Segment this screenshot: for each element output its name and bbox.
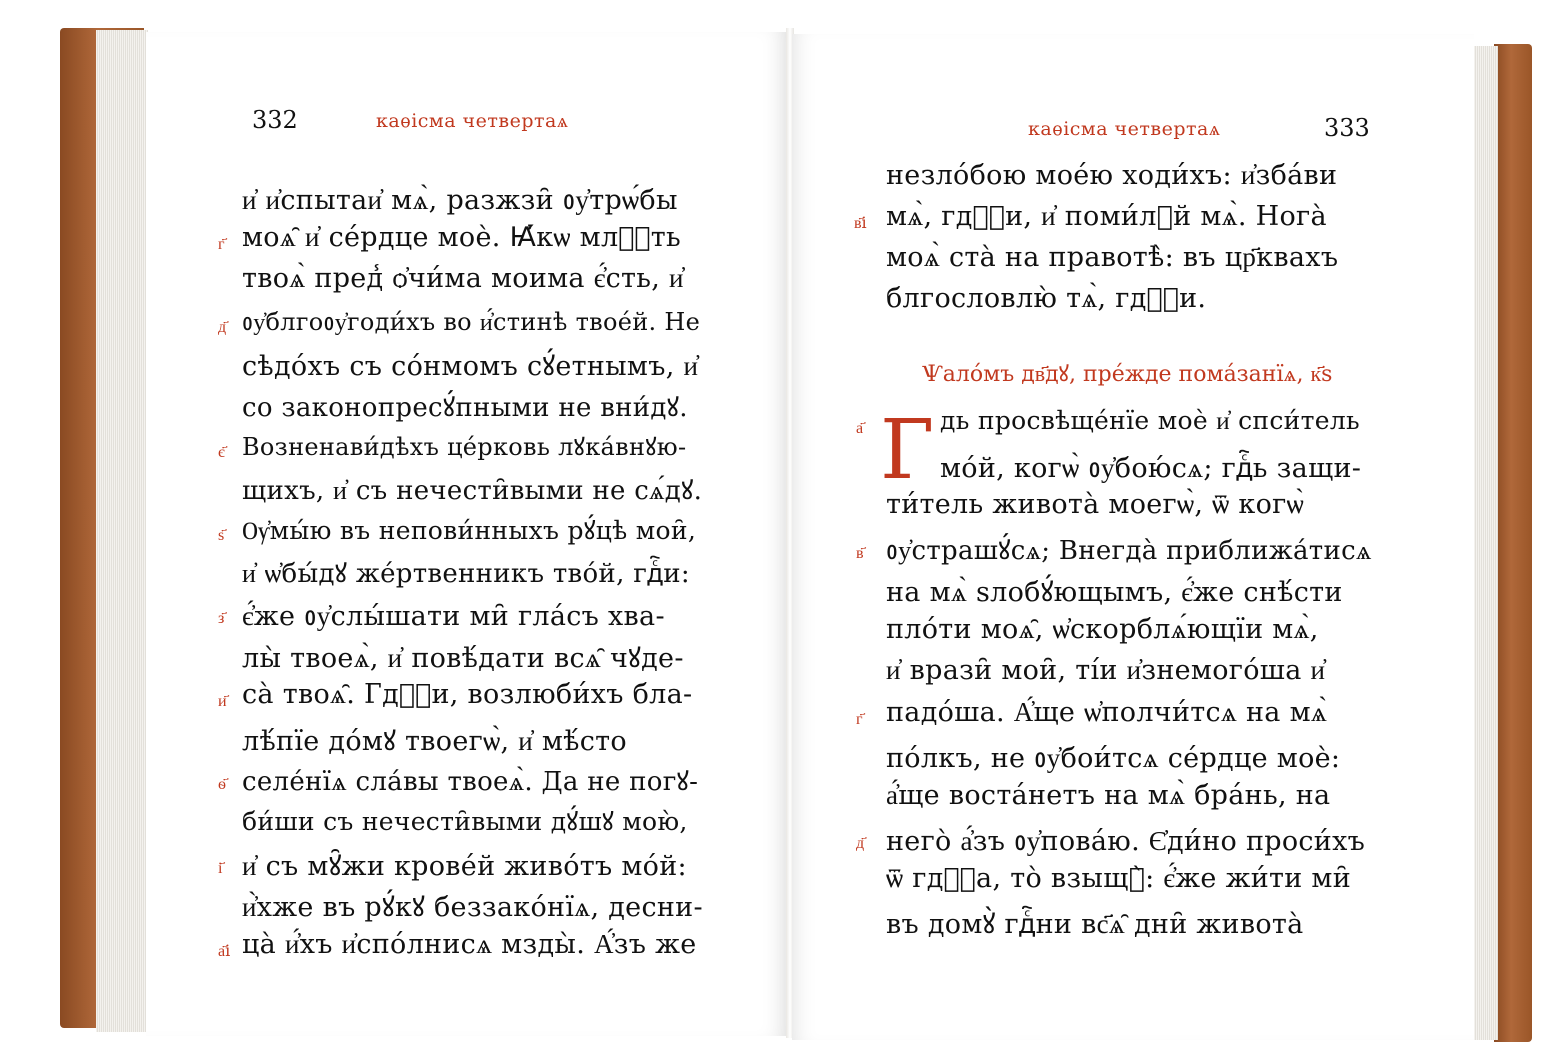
verse-number: в҃ — [856, 542, 864, 562]
text-line: лѣ́пїе до́мꙋ твоегѡ̀, и҆ мѣ́сто — [242, 725, 627, 757]
text-line: блгословлю̀ тѧ̀, гдⷭ҇и. — [886, 283, 1207, 314]
verse-number: а҃і — [218, 940, 231, 960]
verse-number: в҃і — [854, 213, 867, 232]
verse-number: і҃ — [218, 857, 223, 877]
text-line: и҆ ѡ҆бы́дꙋ же́ртвенникъ тво́й, гдⷭ҇и: — [242, 559, 690, 590]
verse-number: д҃ — [218, 316, 227, 336]
text-line: а҆́ще воста́нетъ на мѧ̀ бра́нь, на — [886, 779, 1331, 811]
text-line: ти́тель живота̀ моегѡ̀, ѿ когѡ̀ — [886, 489, 1304, 520]
page-block-left — [96, 30, 148, 1032]
verse-number: ѕ҃ — [218, 524, 225, 544]
verse-number: з҃ — [218, 608, 225, 627]
text-line: Возненави́дѣхъ це́рковь лꙋка́внꙋю- — [242, 432, 687, 461]
page-number: 332 — [252, 106, 298, 134]
book-cover-right — [1494, 44, 1532, 1042]
text-line: и҆̀хже въ рꙋ́кꙋ беззако́нїѧ, десни- — [242, 892, 703, 924]
text-line: пло́ти моѧ̑, ѡ҆скорблѧ́ющїи мѧ̀, — [886, 613, 1319, 645]
verse-number: а҃ — [856, 418, 864, 437]
text-line: незло́бою мое́ю ходи́хъ: и҆зба́ви — [886, 160, 1338, 191]
text-line: Ѹ҆мы́ю въ непови́нныхъ рꙋ́цѣ мои̑, — [242, 515, 697, 545]
text-line: лы̀ твоеѧ̀, и҆ повѣ́дати всѧ̑ чꙋде- — [242, 642, 684, 674]
running-title: каѳісма четвертаѧ — [376, 110, 569, 132]
text-line: щихъ, и҆ съ нечести̑выми не сѧ́дꙋ. — [242, 476, 703, 507]
verse-number: и҃ — [218, 691, 227, 711]
text-line: и҆ врази̑ мои̑, ті́и и҆знемого́ша и҆ — [886, 655, 1326, 686]
text-line: ᲂу҆блгоᲂу҆годи́хъ во и҆́стинѣ твое́й. Не — [242, 307, 701, 336]
verse-number: є҃ — [218, 441, 225, 461]
text-line: дь просвѣще́нїе моѐ и҆ спси́тель — [940, 406, 1360, 435]
text-line: и҆ съ мꙋ̑жи крове́й живо́тъ мо́й: — [242, 850, 687, 882]
text-line: би́ши съ нечести̑выми дꙋ́шꙋ мою̀, — [242, 807, 688, 836]
text-line: и҆ и҆спытаи҆ мѧ̀, разжзи̑ ᲂу҆трѡ́бы — [242, 185, 678, 216]
drop-cap: Г — [880, 403, 935, 498]
verse-number: г҃ — [218, 233, 225, 253]
text-line: въ домꙋ̀ гдⷭ҇ни вс҃ѧ̑ дни̑ живота̀ — [886, 909, 1304, 940]
psalm-title: Ѱало́мъ дв҃дꙋ, пре́жде пома́занїѧ, к҃ѕ — [922, 362, 1333, 387]
text-line: моѧ̑ и҆ се́рдце моѐ. Ꙗ҆́кѡ млⷭ҇ть — [242, 221, 682, 253]
verse-number: ѳ҃ — [218, 774, 226, 794]
text-line: по́лкъ, не ᲂу҆бои́тсѧ се́рдце моѐ: — [886, 743, 1341, 774]
text-line: селе́нїѧ сла́вы твоеѧ̀. Да не погꙋ- — [242, 767, 699, 798]
text-line: мѧ̀, гдⷭ҇и, и҆ поми́лꙋй мѧ̀. Нога̀ — [886, 201, 1327, 232]
text-line: со законопресꙋ́пными не вни́дꙋ. — [242, 393, 688, 423]
running-title: каѳісма четвертаѧ — [1028, 118, 1221, 140]
text-line: моѧ̀ ста̀ на правотѣ̀: въ цр҃квахъ — [886, 242, 1339, 273]
text-line: падо́ша. А҆́ще ѡ҆полчи́тсѧ на мѧ̀ — [886, 696, 1328, 728]
left-page — [146, 32, 786, 1036]
text-line: мо́й, когѡ̀ ᲂу҆бою́сѧ; гдⷭ҇ь защи- — [940, 452, 1362, 484]
verse-number: д҃ — [856, 833, 865, 852]
verse-number: г҃ — [856, 708, 863, 728]
text-line: ᲂу҆страшꙋ́сѧ; Внегда̀ приближа́тисѧ — [886, 535, 1372, 566]
text-line: ца̀ и҆́хъ и҆спо́лнисѧ мзды̀. А҆́зъ же — [242, 928, 697, 960]
text-line: є҆́же ᲂу҆слы́шати ми̑ гла́съ хва- — [242, 601, 665, 632]
right-page — [792, 34, 1474, 1040]
page-number: 333 — [1324, 114, 1370, 142]
text-line: твоѧ̀ пред̾ ѻ҆чи́ма моима є҆́сть, и҆ — [242, 263, 684, 295]
text-line: на мѧ̀ ѕлобꙋ́ющымъ, є҆́же снѣ́сти — [886, 577, 1343, 608]
text-line: сѣдо́хъ съ со́нмомъ сꙋ́етнымъ, и҆ — [242, 351, 699, 383]
text-line: него̀ а҆́зъ ᲂу҆пова́ю. Є҆ди́но проси́хъ — [886, 826, 1366, 857]
text-line: ѿ гдⷭ҇а, то̀ взыщꙋ̀: є҆́же жи́ти ми̑ — [886, 862, 1352, 894]
text-line: са̀ твоѧ̑. Гдⷭ҇и, возлюби́хъ бла- — [242, 679, 693, 711]
